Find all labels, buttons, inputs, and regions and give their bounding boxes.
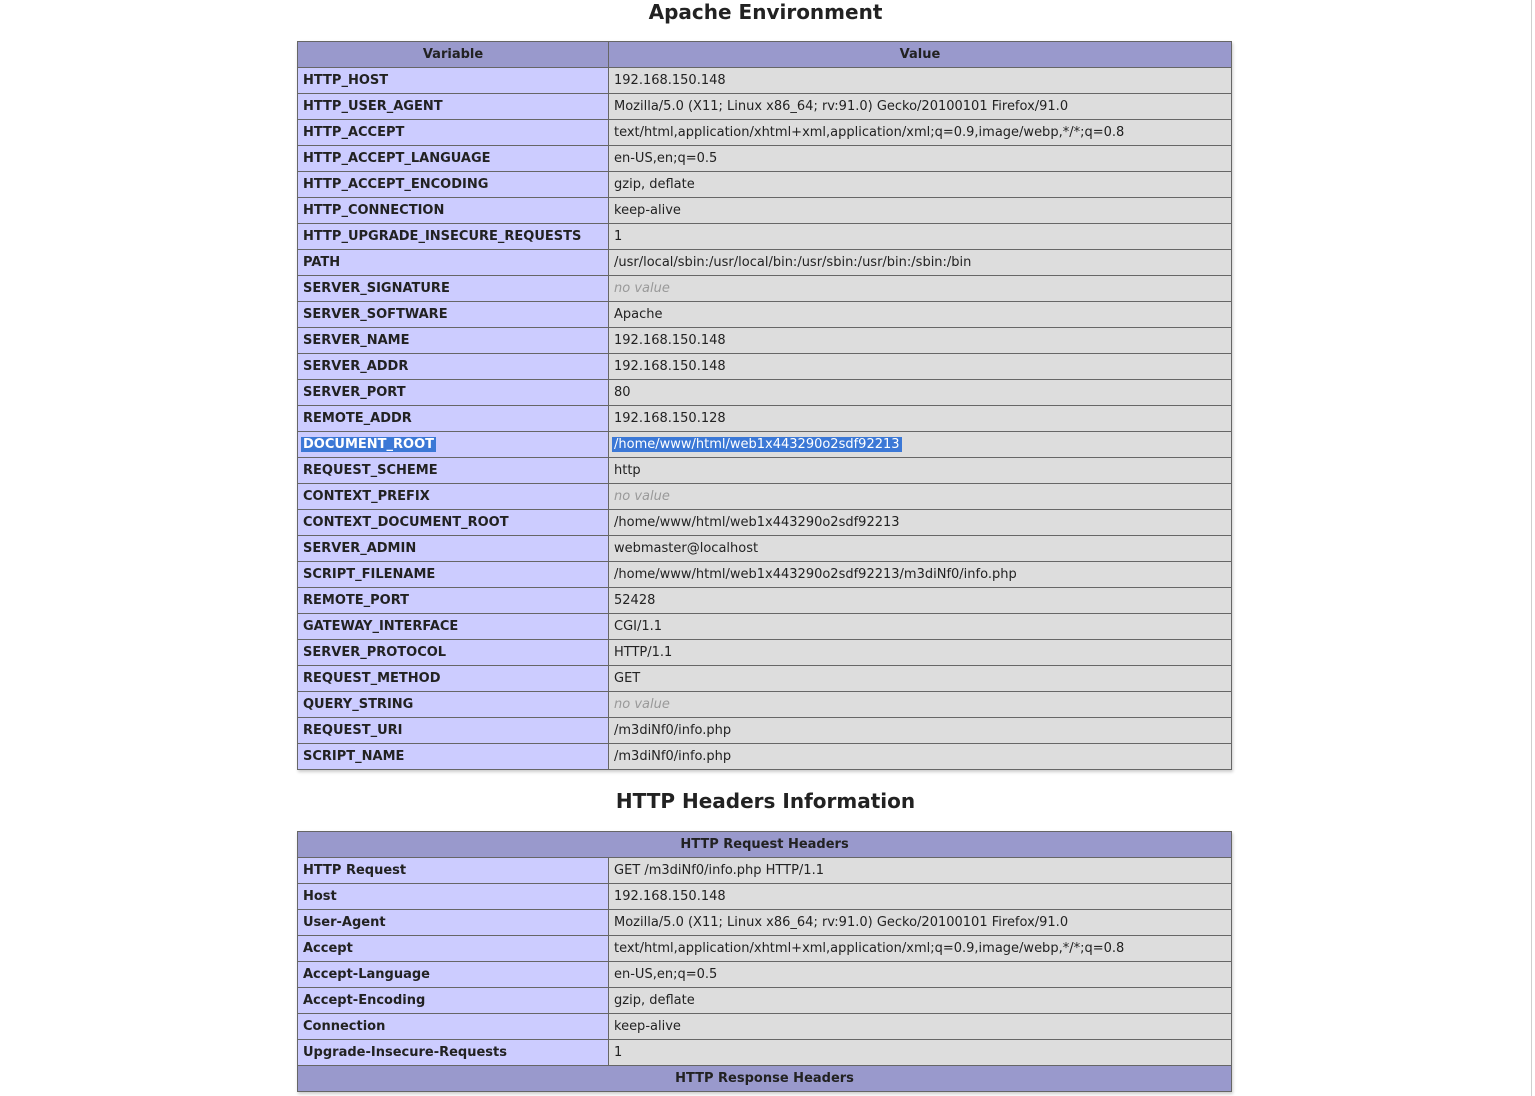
column-header-variable: Variable xyxy=(298,42,609,68)
variable-value: http xyxy=(609,458,1232,484)
table-row xyxy=(298,692,1232,718)
variable-name: SERVER_ADDR xyxy=(298,354,609,380)
table-row-selected xyxy=(298,432,1232,458)
table-row xyxy=(298,510,1232,536)
header-name: Accept-Encoding xyxy=(298,988,609,1014)
variable-name: SERVER_PROTOCOL xyxy=(298,640,609,666)
variable-value: 80 xyxy=(609,380,1232,406)
variable-name: CONTEXT_PREFIX xyxy=(298,484,609,510)
section-header-row xyxy=(298,1066,1232,1092)
variable-value: en-US,en;q=0.5 xyxy=(609,146,1232,172)
variable-name: HTTP_HOST xyxy=(298,68,609,94)
table-row xyxy=(298,858,1232,884)
table-header-row xyxy=(298,42,1232,68)
variable-name: SERVER_ADMIN xyxy=(298,536,609,562)
table-row xyxy=(298,536,1232,562)
variable-value: /home/www/html/web1x443290o2sdf92213 xyxy=(609,510,1232,536)
variable-value: 192.168.150.148 xyxy=(609,328,1232,354)
header-name: HTTP Request xyxy=(298,858,609,884)
table-row xyxy=(298,936,1232,962)
table-row xyxy=(298,172,1232,198)
variable-value xyxy=(609,276,1232,302)
variable-value: 1 xyxy=(609,224,1232,250)
variable-name xyxy=(298,432,609,458)
variable-value: Apache xyxy=(609,302,1232,328)
variable-name: PATH xyxy=(298,250,609,276)
variable-value: gzip, deflate xyxy=(609,172,1232,198)
header-name: Accept xyxy=(298,936,609,962)
header-name: User-Agent xyxy=(298,910,609,936)
no-value-text: no value xyxy=(614,489,670,504)
table-row xyxy=(298,884,1232,910)
variable-name: SERVER_NAME xyxy=(298,328,609,354)
header-value: keep-alive xyxy=(609,1014,1232,1040)
table-row xyxy=(298,562,1232,588)
variable-name: REQUEST_SCHEME xyxy=(298,458,609,484)
variable-value: 52428 xyxy=(609,588,1232,614)
variable-name: REMOTE_ADDR xyxy=(298,406,609,432)
variable-value: GET xyxy=(609,666,1232,692)
variable-value xyxy=(609,692,1232,718)
table-row xyxy=(298,640,1232,666)
table-row xyxy=(298,614,1232,640)
variable-value: /home/www/html/web1x443290o2sdf92213/m3diNf0/info.php xyxy=(609,562,1232,588)
variable-value: /m3diNf0/info.php xyxy=(609,718,1232,744)
table-row xyxy=(298,484,1232,510)
table-row xyxy=(298,962,1232,988)
variable-name: SCRIPT_NAME xyxy=(298,744,609,770)
header-name: Connection xyxy=(298,1014,609,1040)
header-name: Upgrade-Insecure-Requests xyxy=(298,1040,609,1066)
variable-name: HTTP_ACCEPT_ENCODING xyxy=(298,172,609,198)
table-row xyxy=(298,224,1232,250)
table-row xyxy=(298,910,1232,936)
header-value: Mozilla/5.0 (X11; Linux x86_64; rv:91.0) Gecko/20100101 Firefox/91.0 xyxy=(609,910,1232,936)
table-row xyxy=(298,744,1232,770)
table-row xyxy=(298,718,1232,744)
http-headers-table xyxy=(297,831,1232,1092)
variable-value: 192.168.150.148 xyxy=(609,354,1232,380)
table-row xyxy=(298,328,1232,354)
table-row xyxy=(298,302,1232,328)
http-headers-title: HTTP Headers Information xyxy=(615,789,916,813)
table-row xyxy=(298,588,1232,614)
table-row xyxy=(298,666,1232,692)
table-row xyxy=(298,458,1232,484)
variable-name: REMOTE_PORT xyxy=(298,588,609,614)
apache-environment-table xyxy=(297,41,1232,770)
variable-name: QUERY_STRING xyxy=(298,692,609,718)
variable-name: REQUEST_URI xyxy=(298,718,609,744)
header-name: Host xyxy=(298,884,609,910)
table-row xyxy=(298,1014,1232,1040)
variable-name: HTTP_USER_AGENT xyxy=(298,94,609,120)
variable-value: CGI/1.1 xyxy=(609,614,1232,640)
request-headers-section-title: HTTP Request Headers xyxy=(298,832,1232,858)
variable-name: CONTEXT_DOCUMENT_ROOT xyxy=(298,510,609,536)
table-row xyxy=(298,1040,1232,1066)
table-row xyxy=(298,198,1232,224)
variable-name: SERVER_SIGNATURE xyxy=(298,276,609,302)
variable-value: HTTP/1.1 xyxy=(609,640,1232,666)
column-header-value: Value xyxy=(609,42,1232,68)
response-headers-section-title: HTTP Response Headers xyxy=(298,1066,1232,1092)
variable-name: SCRIPT_FILENAME xyxy=(298,562,609,588)
variable-value: Mozilla/5.0 (X11; Linux x86_64; rv:91.0) Gecko/20100101 Firefox/91.0 xyxy=(609,94,1232,120)
selected-text[interactable]: DOCUMENT_ROOT xyxy=(303,437,434,452)
table-row xyxy=(298,354,1232,380)
variable-name: SERVER_PORT xyxy=(298,380,609,406)
no-value-text: no value xyxy=(614,697,670,712)
variable-name: HTTP_CONNECTION xyxy=(298,198,609,224)
table-row xyxy=(298,406,1232,432)
section-header-row xyxy=(298,832,1232,858)
variable-name: HTTP_ACCEPT_LANGUAGE xyxy=(298,146,609,172)
header-value: 192.168.150.148 xyxy=(609,884,1232,910)
header-value: text/html,application/xhtml+xml,application/xml;q=0.9,image/webp,*/*;q=0.8 xyxy=(609,936,1232,962)
variable-value: /usr/local/sbin:/usr/local/bin:/usr/sbin:/usr/bin:/sbin:/bin xyxy=(609,250,1232,276)
variable-name: GATEWAY_INTERFACE xyxy=(298,614,609,640)
table-row xyxy=(298,250,1232,276)
variable-name: HTTP_UPGRADE_INSECURE_REQUESTS xyxy=(298,224,609,250)
scrollbar-track[interactable] xyxy=(1531,0,1532,1096)
variable-value: text/html,application/xhtml+xml,application/xml;q=0.9,image/webp,*/*;q=0.8 xyxy=(609,120,1232,146)
table-row xyxy=(298,988,1232,1014)
header-value: GET /m3diNf0/info.php HTTP/1.1 xyxy=(609,858,1232,884)
variable-value: 192.168.150.148 xyxy=(609,68,1232,94)
header-value: gzip, deflate xyxy=(609,988,1232,1014)
selected-text[interactable]: /home/www/html/web1x443290o2sdf92213 xyxy=(614,437,900,452)
table-row xyxy=(298,146,1232,172)
table-row xyxy=(298,94,1232,120)
table-row xyxy=(298,276,1232,302)
variable-name: HTTP_ACCEPT xyxy=(298,120,609,146)
variable-value xyxy=(609,432,1232,458)
header-value: en-US,en;q=0.5 xyxy=(609,962,1232,988)
table-row xyxy=(298,380,1232,406)
no-value-text: no value xyxy=(614,281,670,296)
variable-name: SERVER_SOFTWARE xyxy=(298,302,609,328)
table-row xyxy=(298,120,1232,146)
header-name: Accept-Language xyxy=(298,962,609,988)
apache-environment-title: Apache Environment xyxy=(648,0,883,24)
variable-value xyxy=(609,484,1232,510)
table-row xyxy=(298,68,1232,94)
header-value: 1 xyxy=(609,1040,1232,1066)
variable-value: keep-alive xyxy=(609,198,1232,224)
variable-value: webmaster@localhost xyxy=(609,536,1232,562)
variable-name: REQUEST_METHOD xyxy=(298,666,609,692)
variable-value: /m3diNf0/info.php xyxy=(609,744,1232,770)
variable-value: 192.168.150.128 xyxy=(609,406,1232,432)
